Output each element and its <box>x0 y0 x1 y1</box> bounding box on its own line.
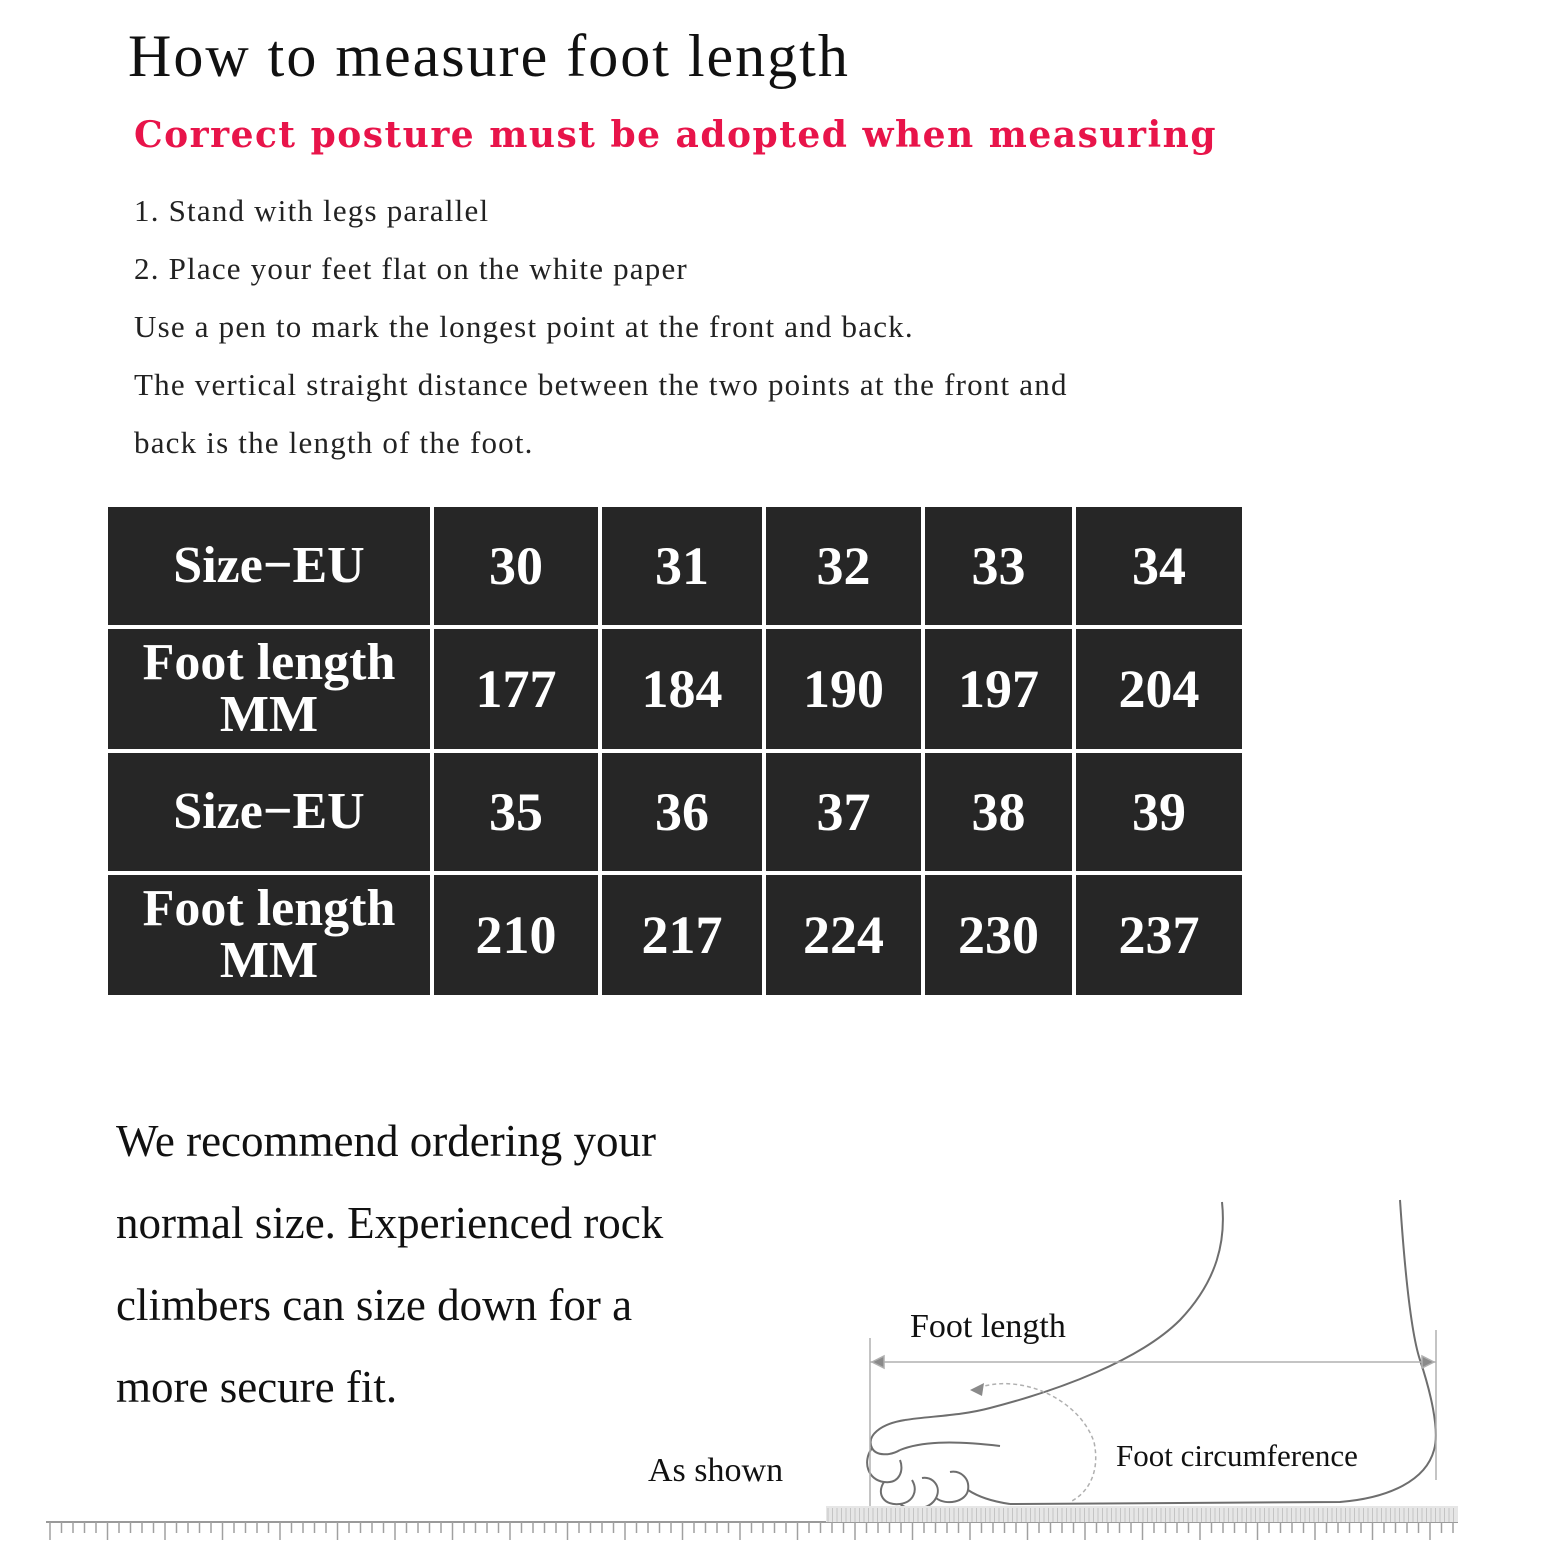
size-cell: 35 <box>434 753 598 871</box>
table-row-size <box>108 753 1242 871</box>
length-cell: 184 <box>602 629 762 749</box>
length-cell: 177 <box>434 629 598 749</box>
instruction-step-2: 2. Place your feet flat on the white paper <box>134 251 688 286</box>
recommendation-line: normal size. Experienced rock <box>116 1198 664 1248</box>
instruction-line-4: The vertical straight distance between the two points at the front and <box>134 367 1068 402</box>
foot-length-label <box>108 875 430 995</box>
instruction-step-1: 1. Stand with legs parallel <box>134 193 490 228</box>
foot-length-label-line1: Foot length <box>142 634 396 691</box>
size-cell: 33 <box>925 507 1072 625</box>
instruction-list <box>134 182 1068 472</box>
ruler-icon <box>0 1500 1568 1560</box>
length-cell: 224 <box>766 875 921 995</box>
size-eu-label: Size−EU <box>108 507 430 625</box>
instruction-line-3: Use a pen to mark the longest point at the front and back. <box>134 309 914 344</box>
length-cell: 204 <box>1076 629 1242 749</box>
size-cell: 39 <box>1076 753 1242 871</box>
length-cell: 217 <box>602 875 762 995</box>
size-cell: 34 <box>1076 507 1242 625</box>
page-subtitle: Correct posture must be adopted when measuring <box>134 114 1217 156</box>
recommendation-line: climbers can size down for a <box>116 1280 633 1330</box>
foot-length-label-line2: MM <box>219 932 319 989</box>
size-eu-label: Size−EU <box>108 753 430 871</box>
size-cell: 38 <box>925 753 1072 871</box>
as-shown-caption: As shown <box>648 1452 784 1489</box>
size-cell: 31 <box>602 507 762 625</box>
size-cell: 37 <box>766 753 921 871</box>
table-row-length <box>108 629 1242 749</box>
table-row-length <box>108 875 1242 995</box>
size-cell: 32 <box>766 507 921 625</box>
recommendation-line: more secure fit. <box>116 1362 398 1412</box>
length-cell: 190 <box>766 629 921 749</box>
instruction-line-5: back is the length of the foot. <box>134 425 534 460</box>
foot-length-label <box>108 629 430 749</box>
length-cell: 230 <box>925 875 1072 995</box>
size-chart-table <box>104 503 1246 999</box>
foot-length-label-line1: Foot length <box>142 880 396 937</box>
page-title: How to measure foot length <box>128 23 850 89</box>
size-cell: 36 <box>602 753 762 871</box>
length-cell: 210 <box>434 875 598 995</box>
foot-length-label-line2: MM <box>219 686 319 743</box>
foot-length-label-diagram: Foot length <box>910 1308 1066 1345</box>
length-cell: 197 <box>925 629 1072 749</box>
size-cell: 30 <box>434 507 598 625</box>
length-cell: 237 <box>1076 875 1242 995</box>
foot-circumference-label: Foot circumference <box>1116 1438 1358 1473</box>
table-row-size <box>108 507 1242 625</box>
recommendation-line: We recommend ordering your <box>116 1116 656 1166</box>
